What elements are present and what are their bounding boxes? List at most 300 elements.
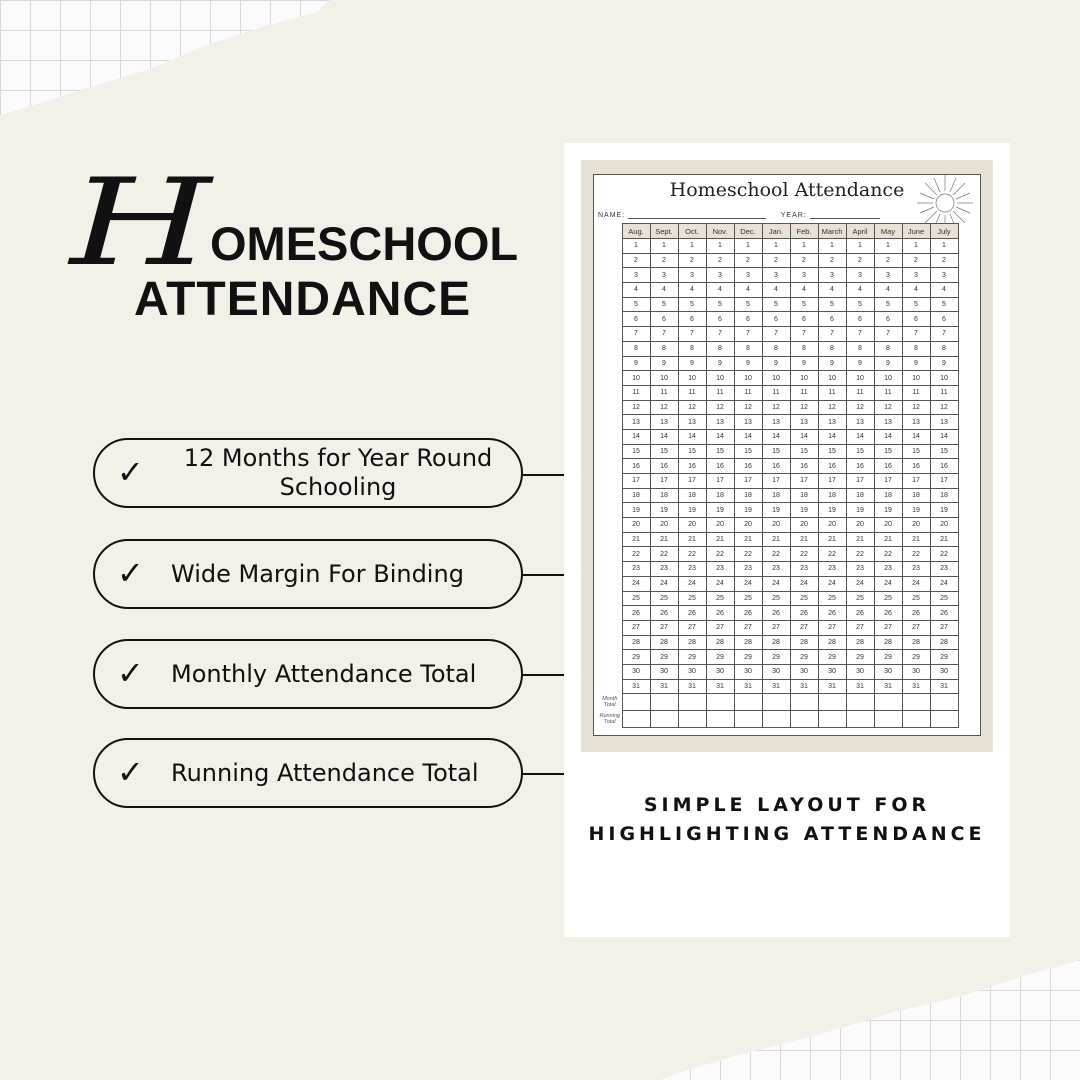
day-cell: 12	[762, 400, 790, 415]
day-cell: 1	[706, 239, 734, 254]
day-cell: 6	[650, 312, 678, 327]
day-cell: 31	[650, 679, 678, 694]
day-cell: 21	[706, 532, 734, 547]
day-cell: 25	[930, 591, 958, 606]
day-cell: 17	[902, 474, 930, 489]
day-cell: 23	[846, 562, 874, 577]
day-cell: 26	[650, 606, 678, 621]
day-cell: 23	[622, 562, 650, 577]
day-cell: 4	[790, 283, 818, 298]
day-cell: 29	[706, 650, 734, 665]
day-cell: 31	[734, 679, 762, 694]
day-cell: 4	[874, 283, 902, 298]
day-row	[598, 562, 958, 577]
day-cell: 14	[846, 429, 874, 444]
row-margin	[598, 400, 622, 415]
day-cell: 29	[678, 650, 706, 665]
day-cell: 16	[930, 459, 958, 474]
day-cell: 20	[650, 518, 678, 533]
day-cell: 30	[762, 664, 790, 679]
total-cell	[678, 694, 706, 711]
day-cell: 7	[874, 327, 902, 342]
day-cell: 29	[790, 650, 818, 665]
day-cell: 28	[678, 635, 706, 650]
day-cell: 23	[874, 562, 902, 577]
day-cell: 23	[678, 562, 706, 577]
day-cell: 25	[874, 591, 902, 606]
day-cell: 21	[902, 532, 930, 547]
day-cell: 28	[706, 635, 734, 650]
day-cell: 18	[790, 488, 818, 503]
row-margin	[598, 635, 622, 650]
day-cell: 12	[790, 400, 818, 415]
day-cell: 27	[734, 620, 762, 635]
day-cell: 20	[846, 518, 874, 533]
day-cell: 19	[818, 503, 846, 518]
day-row	[598, 327, 958, 342]
day-cell: 25	[650, 591, 678, 606]
total-cell	[818, 694, 846, 711]
day-cell: 5	[874, 297, 902, 312]
day-cell: 12	[846, 400, 874, 415]
day-cell: 3	[622, 268, 650, 283]
row-margin	[598, 253, 622, 268]
day-cell: 19	[734, 503, 762, 518]
day-cell: 26	[930, 606, 958, 621]
day-cell: 30	[874, 664, 902, 679]
day-cell: 29	[874, 650, 902, 665]
day-cell: 4	[818, 283, 846, 298]
day-cell: 7	[846, 327, 874, 342]
day-cell: 15	[622, 444, 650, 459]
day-cell: 16	[874, 459, 902, 474]
day-cell: 25	[846, 591, 874, 606]
day-cell: 24	[874, 576, 902, 591]
day-cell: 13	[846, 415, 874, 430]
day-cell: 23	[762, 562, 790, 577]
day-cell: 22	[874, 547, 902, 562]
day-cell: 26	[678, 606, 706, 621]
day-cell: 28	[734, 635, 762, 650]
day-cell: 2	[678, 253, 706, 268]
day-cell: 10	[706, 371, 734, 386]
year-label: YEAR:	[780, 212, 807, 219]
day-cell: 2	[622, 253, 650, 268]
row-margin	[598, 371, 622, 386]
row-margin	[598, 620, 622, 635]
day-cell: 18	[874, 488, 902, 503]
day-cell: 17	[846, 474, 874, 489]
row-margin	[598, 327, 622, 342]
day-cell: 31	[930, 679, 958, 694]
day-cell: 7	[734, 327, 762, 342]
day-cell: 29	[818, 650, 846, 665]
row-margin	[598, 429, 622, 444]
day-cell: 28	[846, 635, 874, 650]
title-line-1: OMESCHOOL	[210, 217, 519, 270]
row-margin	[598, 239, 622, 254]
day-cell: 21	[734, 532, 762, 547]
row-margin	[598, 268, 622, 283]
day-cell: 15	[874, 444, 902, 459]
month-header: Oct.	[678, 224, 706, 239]
total-cell	[706, 711, 734, 728]
day-cell: 29	[902, 650, 930, 665]
day-cell: 20	[790, 518, 818, 533]
row-margin	[598, 415, 622, 430]
row-margin	[598, 341, 622, 356]
day-cell: 19	[846, 503, 874, 518]
day-row	[598, 576, 958, 591]
day-cell: 7	[902, 327, 930, 342]
day-row	[598, 385, 958, 400]
day-cell: 26	[818, 606, 846, 621]
day-cell: 7	[650, 327, 678, 342]
day-cell: 10	[930, 371, 958, 386]
day-cell: 6	[818, 312, 846, 327]
day-cell: 22	[790, 547, 818, 562]
total-row	[598, 694, 958, 711]
day-cell: 19	[930, 503, 958, 518]
feature-pill-running-total	[93, 738, 523, 808]
day-cell: 18	[930, 488, 958, 503]
day-cell: 11	[930, 385, 958, 400]
day-cell: 3	[902, 268, 930, 283]
day-cell: 17	[930, 474, 958, 489]
day-cell: 26	[622, 606, 650, 621]
checkmark-icon: ✓	[117, 654, 144, 692]
day-cell: 21	[846, 532, 874, 547]
day-cell: 9	[622, 356, 650, 371]
day-cell: 29	[846, 650, 874, 665]
day-cell: 19	[706, 503, 734, 518]
total-cell	[734, 694, 762, 711]
day-cell: 4	[930, 283, 958, 298]
grid-corner	[598, 224, 622, 239]
day-cell: 16	[706, 459, 734, 474]
day-cell: 11	[734, 385, 762, 400]
day-cell: 16	[902, 459, 930, 474]
day-cell: 4	[846, 283, 874, 298]
day-cell: 2	[706, 253, 734, 268]
day-cell: 11	[762, 385, 790, 400]
sheet-title: Homeschool Attendance	[669, 179, 905, 201]
total-cell	[734, 711, 762, 728]
day-cell: 14	[874, 429, 902, 444]
day-row	[598, 532, 958, 547]
total-cell	[706, 694, 734, 711]
total-cell	[622, 694, 650, 711]
day-cell: 8	[874, 341, 902, 356]
day-cell: 8	[902, 341, 930, 356]
feature-pill-monthly-total	[93, 639, 523, 709]
day-cell: 2	[874, 253, 902, 268]
day-cell: 22	[622, 547, 650, 562]
day-cell: 8	[846, 341, 874, 356]
day-row	[598, 444, 958, 459]
day-cell: 8	[650, 341, 678, 356]
day-cell: 21	[762, 532, 790, 547]
day-cell: 10	[846, 371, 874, 386]
day-cell: 10	[902, 371, 930, 386]
day-cell: 20	[874, 518, 902, 533]
day-cell: 27	[818, 620, 846, 635]
day-cell: 8	[706, 341, 734, 356]
day-cell: 19	[902, 503, 930, 518]
day-cell: 8	[762, 341, 790, 356]
day-cell: 9	[762, 356, 790, 371]
day-cell: 23	[734, 562, 762, 577]
day-cell: 8	[790, 341, 818, 356]
day-cell: 15	[734, 444, 762, 459]
day-row	[598, 400, 958, 415]
day-cell: 24	[818, 576, 846, 591]
layout-caption: SIMPLE LAYOUT FOR HIGHLIGHTING ATTENDANCE	[588, 794, 986, 845]
day-cell: 19	[622, 503, 650, 518]
day-cell: 16	[650, 459, 678, 474]
day-cell: 20	[762, 518, 790, 533]
month-header: June	[902, 224, 930, 239]
day-cell: 13	[622, 415, 650, 430]
total-cell	[622, 711, 650, 728]
day-cell: 21	[650, 532, 678, 547]
day-cell: 1	[622, 239, 650, 254]
day-cell: 6	[678, 312, 706, 327]
day-cell: 30	[734, 664, 762, 679]
day-cell: 1	[874, 239, 902, 254]
day-cell: 14	[622, 429, 650, 444]
month-header: March	[818, 224, 846, 239]
day-row	[598, 268, 958, 283]
day-cell: 20	[930, 518, 958, 533]
day-row	[598, 297, 958, 312]
day-row	[598, 518, 958, 533]
day-cell: 24	[650, 576, 678, 591]
day-cell: 10	[818, 371, 846, 386]
day-cell: 10	[650, 371, 678, 386]
day-cell: 11	[678, 385, 706, 400]
day-cell: 7	[678, 327, 706, 342]
day-cell: 9	[818, 356, 846, 371]
day-cell: 23	[902, 562, 930, 577]
day-cell: 6	[930, 312, 958, 327]
day-cell: 18	[650, 488, 678, 503]
month-header: July	[930, 224, 958, 239]
day-cell: 14	[930, 429, 958, 444]
day-cell: 2	[762, 253, 790, 268]
day-cell: 21	[930, 532, 958, 547]
day-cell: 30	[818, 664, 846, 679]
day-cell: 2	[846, 253, 874, 268]
day-cell: 4	[622, 283, 650, 298]
row-margin	[598, 547, 622, 562]
day-cell: 30	[706, 664, 734, 679]
day-cell: 7	[622, 327, 650, 342]
day-cell: 9	[846, 356, 874, 371]
month-header: Dec.	[734, 224, 762, 239]
day-cell: 16	[846, 459, 874, 474]
day-cell: 11	[846, 385, 874, 400]
checkmark-icon: ✓	[117, 753, 144, 791]
day-cell: 5	[706, 297, 734, 312]
day-cell: 17	[734, 474, 762, 489]
day-cell: 16	[734, 459, 762, 474]
day-cell: 3	[818, 268, 846, 283]
day-cell: 25	[622, 591, 650, 606]
day-cell: 22	[706, 547, 734, 562]
day-cell: 29	[734, 650, 762, 665]
day-row	[598, 356, 958, 371]
row-margin	[598, 312, 622, 327]
day-cell: 31	[622, 679, 650, 694]
day-cell: 2	[650, 253, 678, 268]
day-cell: 5	[650, 297, 678, 312]
name-label: NAME:	[598, 212, 626, 219]
attendance-grid	[598, 223, 959, 728]
day-cell: 12	[818, 400, 846, 415]
total-cell	[930, 694, 958, 711]
day-cell: 19	[790, 503, 818, 518]
day-cell: 15	[930, 444, 958, 459]
day-cell: 20	[902, 518, 930, 533]
day-cell: 21	[790, 532, 818, 547]
day-cell: 26	[902, 606, 930, 621]
day-cell: 2	[902, 253, 930, 268]
day-cell: 18	[706, 488, 734, 503]
day-cell: 16	[622, 459, 650, 474]
day-cell: 18	[762, 488, 790, 503]
day-cell: 2	[790, 253, 818, 268]
day-cell: 9	[734, 356, 762, 371]
day-cell: 15	[790, 444, 818, 459]
total-cell	[846, 694, 874, 711]
day-cell: 6	[902, 312, 930, 327]
day-cell: 13	[902, 415, 930, 430]
row-margin	[598, 532, 622, 547]
day-cell: 25	[706, 591, 734, 606]
day-cell: 25	[762, 591, 790, 606]
day-cell: 1	[790, 239, 818, 254]
day-cell: 12	[930, 400, 958, 415]
day-cell: 7	[762, 327, 790, 342]
day-cell: 27	[706, 620, 734, 635]
day-cell: 25	[818, 591, 846, 606]
day-cell: 28	[874, 635, 902, 650]
total-cell	[650, 694, 678, 711]
feature-pill-binding-margin	[93, 539, 523, 609]
day-cell: 31	[846, 679, 874, 694]
day-cell: 18	[818, 488, 846, 503]
day-cell: 24	[734, 576, 762, 591]
day-cell: 2	[734, 253, 762, 268]
day-cell: 10	[734, 371, 762, 386]
day-cell: 5	[678, 297, 706, 312]
day-cell: 13	[650, 415, 678, 430]
day-cell: 6	[846, 312, 874, 327]
day-cell: 31	[818, 679, 846, 694]
day-cell: 23	[930, 562, 958, 577]
row-margin	[598, 459, 622, 474]
day-cell: 5	[818, 297, 846, 312]
day-cell: 12	[678, 400, 706, 415]
day-cell: 4	[734, 283, 762, 298]
day-cell: 30	[622, 664, 650, 679]
day-cell: 6	[622, 312, 650, 327]
day-cell: 10	[790, 371, 818, 386]
day-cell: 8	[734, 341, 762, 356]
day-cell: 25	[678, 591, 706, 606]
row-margin	[598, 385, 622, 400]
total-row-label: Month Total	[602, 696, 618, 709]
day-cell: 28	[762, 635, 790, 650]
day-cell: 26	[846, 606, 874, 621]
day-cell: 24	[790, 576, 818, 591]
day-cell: 16	[790, 459, 818, 474]
day-cell: 7	[818, 327, 846, 342]
row-margin	[598, 606, 622, 621]
day-cell: 2	[818, 253, 846, 268]
day-cell: 14	[678, 429, 706, 444]
day-cell: 31	[678, 679, 706, 694]
day-row	[598, 547, 958, 562]
day-cell: 23	[706, 562, 734, 577]
day-cell: 22	[846, 547, 874, 562]
total-cell	[930, 711, 958, 728]
day-cell: 14	[790, 429, 818, 444]
day-cell: 18	[846, 488, 874, 503]
attendance-sheet-preview	[581, 160, 993, 752]
day-cell: 14	[818, 429, 846, 444]
day-cell: 9	[902, 356, 930, 371]
day-cell: 21	[622, 532, 650, 547]
row-margin	[598, 650, 622, 665]
day-cell: 4	[902, 283, 930, 298]
title-line-2: ATTENDANCE	[134, 273, 472, 326]
day-cell: 11	[622, 385, 650, 400]
day-cell: 21	[818, 532, 846, 547]
day-cell: 23	[790, 562, 818, 577]
day-cell: 9	[874, 356, 902, 371]
day-cell: 11	[790, 385, 818, 400]
day-cell: 30	[846, 664, 874, 679]
day-cell: 26	[762, 606, 790, 621]
day-cell: 28	[930, 635, 958, 650]
total-cell	[818, 711, 846, 728]
year-line	[810, 218, 880, 219]
day-cell: 29	[622, 650, 650, 665]
month-header: April	[846, 224, 874, 239]
day-cell: 9	[650, 356, 678, 371]
day-cell: 1	[930, 239, 958, 254]
day-cell: 6	[874, 312, 902, 327]
day-cell: 3	[790, 268, 818, 283]
day-cell: 1	[846, 239, 874, 254]
day-cell: 22	[762, 547, 790, 562]
day-row	[598, 503, 958, 518]
day-cell: 11	[706, 385, 734, 400]
row-margin	[598, 297, 622, 312]
day-cell: 5	[622, 297, 650, 312]
total-cell	[874, 711, 902, 728]
day-cell: 6	[790, 312, 818, 327]
day-row	[598, 312, 958, 327]
day-cell: 25	[734, 591, 762, 606]
day-cell: 25	[790, 591, 818, 606]
day-cell: 30	[678, 664, 706, 679]
month-header: Jan.	[762, 224, 790, 239]
day-cell: 17	[706, 474, 734, 489]
name-line	[628, 218, 766, 219]
